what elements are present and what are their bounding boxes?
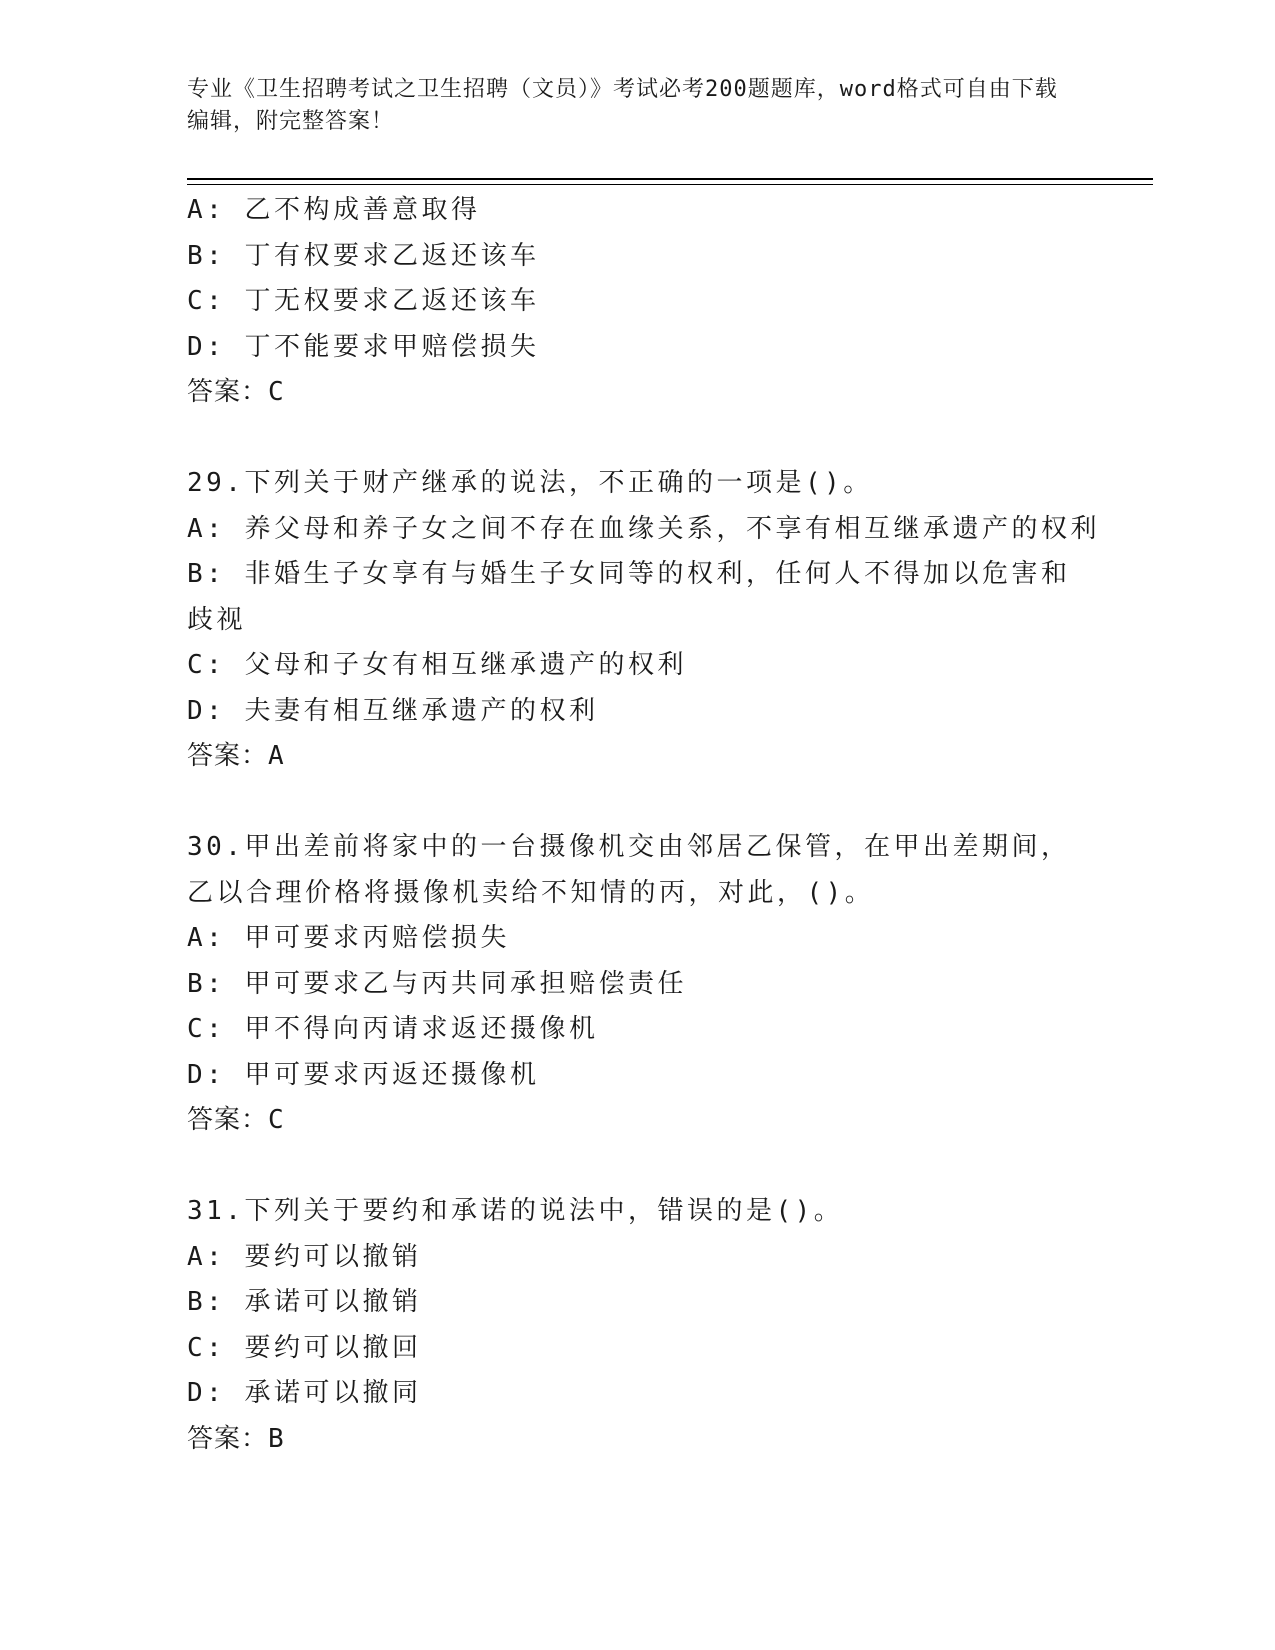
option-d: D: 甲可要求丙返还摄像机 (187, 1059, 540, 1090)
question-block-30 (187, 825, 1087, 1144)
question-text: 30.甲出差前将家中的一台摄像机交由邻居乙保管，在甲出差期间，乙以合理价格将摄像机卖给不知情的丙，对此，()。 (187, 832, 1071, 908)
option-d: D: 夫妻有相互继承遗产的权利 (187, 695, 599, 726)
answer-line: 答案：C (187, 1105, 285, 1135)
answer-line: 答案：B (187, 1423, 285, 1454)
option-c: C: 甲不得向丙请求返还摄像机 (187, 1014, 599, 1044)
header-divider-thin (187, 184, 1153, 185)
question-text: 29.下列关于财产继承的说法，不正确的一项是()。 (187, 468, 873, 498)
answer-line: 答案：C (187, 377, 285, 407)
option-d: D: 丁不能要求甲赔偿损失 (187, 331, 540, 362)
option-a: A: 甲可要求丙赔偿损失 (187, 923, 510, 953)
option-b: B: 丁有权要求乙返还该车 (187, 240, 540, 271)
question-list (187, 188, 1100, 1462)
option-c: C: 要约可以撤回 (187, 1332, 422, 1363)
option-b: B: 非婚生子女享有与婚生子女同等的权利，任何人不得加以危害和歧视 (187, 559, 1071, 635)
question-text: 31.下列关于要约和承诺的说法中，错误的是()。 (187, 1196, 844, 1226)
question-block-28 (187, 188, 1087, 416)
option-a: A: 要约可以撤销 (187, 1241, 422, 1272)
document-header: 专业《卫生招聘考试之卫生招聘（文员）》考试必考200题题库，word格式可自由下载编辑，附完整答案！ (187, 77, 1058, 134)
option-b: B: 承诺可以撤销 (187, 1287, 422, 1317)
option-a: A: 乙不构成善意取得 (187, 195, 481, 225)
question-block-31 (187, 1189, 1087, 1462)
answer-line: 答案：A (187, 741, 285, 771)
option-d: D: 承诺可以撤同 (187, 1378, 422, 1408)
option-c: C: 丁无权要求乙返还该车 (187, 286, 540, 316)
question-block-29 (187, 461, 1100, 780)
header-divider-thick (187, 178, 1153, 180)
option-c: C: 父母和子女有相互继承遗产的权利 (187, 650, 687, 680)
option-b: B: 甲可要求乙与丙共同承担赔偿责任 (187, 968, 687, 999)
option-a: A: 养父母和养子女之间不存在血缘关系，不享有相互继承遗产的权利 (187, 513, 1100, 544)
